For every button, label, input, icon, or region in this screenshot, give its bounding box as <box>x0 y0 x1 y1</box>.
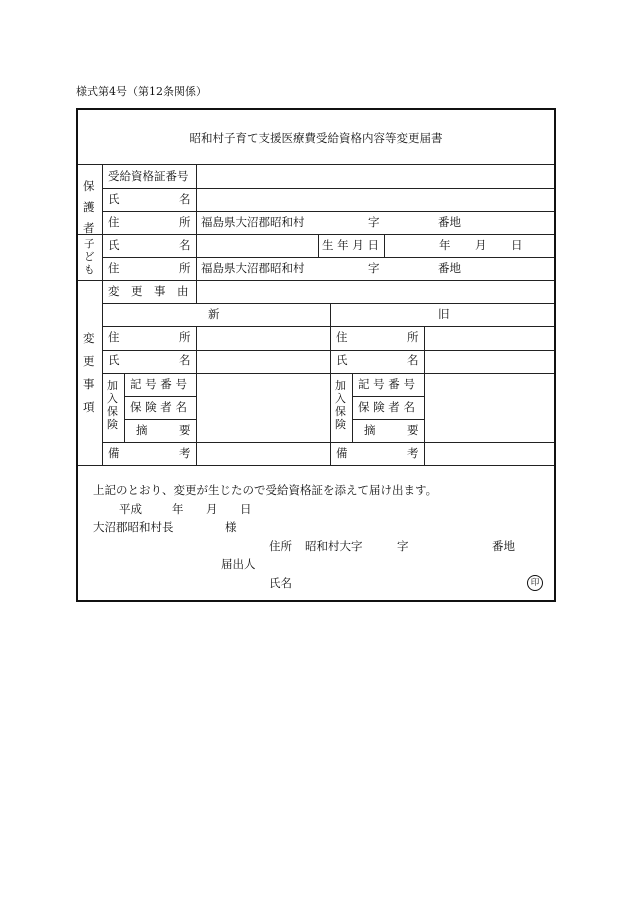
old-remarks-field[interactable] <box>426 444 552 464</box>
old-address-field[interactable] <box>426 328 552 348</box>
child-address-aza: 字 <box>368 261 380 275</box>
old-remarks-label-1: 備 <box>336 446 348 460</box>
rule <box>78 164 554 165</box>
new-summary-label-1: 摘 <box>136 423 148 437</box>
guardian-name-label-2: 名 <box>179 192 191 206</box>
rule <box>352 396 424 397</box>
new-address-label-1: 住 <box>108 330 120 344</box>
change-reason-label: 変 更 事 由 <box>108 284 189 298</box>
rule <box>102 326 554 327</box>
guardian-address-aza: 字 <box>368 215 380 229</box>
old-summary-label-2: 要 <box>407 423 419 437</box>
guardian-address-label-1: 住 <box>108 215 120 229</box>
addressee: 大沼郡昭和村長 <box>93 520 174 534</box>
applicant-address-value: 昭和村大字 <box>305 539 363 553</box>
change-side-label: 変 更 事 項 <box>83 331 95 414</box>
child-side-label: 子 ど も <box>84 238 95 276</box>
rule <box>424 326 425 465</box>
new-insurer-name-field[interactable] <box>198 398 328 418</box>
rule <box>102 211 554 212</box>
guardian-id-field[interactable] <box>198 166 552 186</box>
date-year: 年 <box>172 502 184 516</box>
rule <box>124 373 125 442</box>
old-address-label-1: 住 <box>336 330 348 344</box>
guardian-address-prefix: 福島県大沼郡昭和村 <box>201 215 305 229</box>
applicant-label: 届出人 <box>221 557 256 571</box>
rule <box>102 442 554 443</box>
rule <box>124 396 196 397</box>
rule <box>330 303 331 465</box>
new-address-label-2: 所 <box>179 330 191 344</box>
rule <box>124 419 196 420</box>
rule <box>196 164 197 303</box>
change-reason-field[interactable] <box>198 282 552 302</box>
rule <box>102 373 554 374</box>
rule <box>196 326 197 465</box>
guardian-address-banchi: 番地 <box>438 215 461 229</box>
rule <box>352 419 424 420</box>
new-symbol-number-field[interactable] <box>198 375 328 395</box>
old-insurance-label: 加 入 保 険 <box>335 379 346 431</box>
honorific: 様 <box>225 520 237 534</box>
rule <box>78 465 554 466</box>
child-birth-label: 生 年 月 日 <box>322 238 379 252</box>
rule <box>102 257 554 258</box>
date-day: 日 <box>240 502 252 516</box>
new-remarks-field[interactable] <box>198 444 328 464</box>
new-summary-field[interactable] <box>198 421 328 441</box>
new-name-field[interactable] <box>198 352 328 372</box>
old-summary-label-1: 摘 <box>364 423 376 437</box>
rule <box>318 234 319 257</box>
old-name-field[interactable] <box>426 352 552 372</box>
old-address-label-2: 所 <box>407 330 419 344</box>
new-symbol-number-label: 記 号 番 号 <box>130 377 187 391</box>
rule <box>78 280 554 281</box>
new-summary-label-2: 要 <box>179 423 191 437</box>
child-address-label-2: 所 <box>179 261 191 275</box>
rule <box>384 234 385 257</box>
child-name-field[interactable] <box>198 236 316 256</box>
form-title: 昭和村子育て支援医療費受給資格内容等変更届書 <box>189 131 443 145</box>
old-symbol-number-label: 記 号 番 号 <box>358 377 415 391</box>
rule <box>352 373 353 442</box>
guardian-name-label-1: 氏 <box>108 192 120 206</box>
old-insurer-name-field[interactable] <box>426 398 552 418</box>
applicant-address-label: 住所 <box>269 539 292 553</box>
date-era: 平成 <box>119 502 142 516</box>
old-remarks-label-2: 考 <box>407 446 419 460</box>
old-symbol-number-field[interactable] <box>426 375 552 395</box>
declaration-text: 上記のとおり、変更が生じたので受給資格証を添えて届け出ます。 <box>93 483 438 497</box>
child-name-label-1: 氏 <box>108 238 120 252</box>
rule <box>78 234 554 235</box>
rule <box>102 303 554 304</box>
new-header: 新 <box>208 307 220 321</box>
applicant-address-banchi: 番地 <box>492 539 515 553</box>
old-name-label-2: 名 <box>407 353 419 367</box>
rule <box>102 350 554 351</box>
new-name-label-1: 氏 <box>108 353 120 367</box>
child-birth-month: 月 <box>475 238 487 252</box>
guardian-id-label: 受給資格証番号 <box>108 169 189 183</box>
guardian-side-label: 保 護 者 <box>83 179 95 235</box>
date-month: 月 <box>206 502 218 516</box>
form-frame <box>76 108 556 602</box>
new-insurance-label: 加 入 保 険 <box>107 379 118 431</box>
old-header: 旧 <box>438 307 450 321</box>
child-birth-year: 年 <box>439 238 451 252</box>
form-number: 様式第4号（第12条関係） <box>76 85 207 98</box>
child-address-prefix: 福島県大沼郡昭和村 <box>201 261 305 275</box>
rule <box>102 164 103 465</box>
child-birth-day: 日 <box>511 238 523 252</box>
child-address-label-1: 住 <box>108 261 120 275</box>
new-remarks-label-2: 考 <box>179 446 191 460</box>
old-name-label-1: 氏 <box>336 353 348 367</box>
guardian-name-field[interactable] <box>198 190 552 210</box>
child-name-label-2: 名 <box>179 238 191 252</box>
new-address-field[interactable] <box>198 328 328 348</box>
child-address-banchi: 番地 <box>438 261 461 275</box>
old-insurer-name-label: 保 険 者 名 <box>358 400 415 414</box>
rule <box>102 188 554 189</box>
seal-mark: 印 <box>527 575 543 591</box>
applicant-address-aza: 字 <box>397 539 409 553</box>
new-remarks-label-1: 備 <box>108 446 120 460</box>
new-insurer-name-label: 保 険 者 名 <box>130 400 187 414</box>
new-name-label-2: 名 <box>179 353 191 367</box>
old-summary-field[interactable] <box>426 421 552 441</box>
guardian-address-label-2: 所 <box>179 215 191 229</box>
applicant-name-label: 氏名 <box>269 576 292 590</box>
